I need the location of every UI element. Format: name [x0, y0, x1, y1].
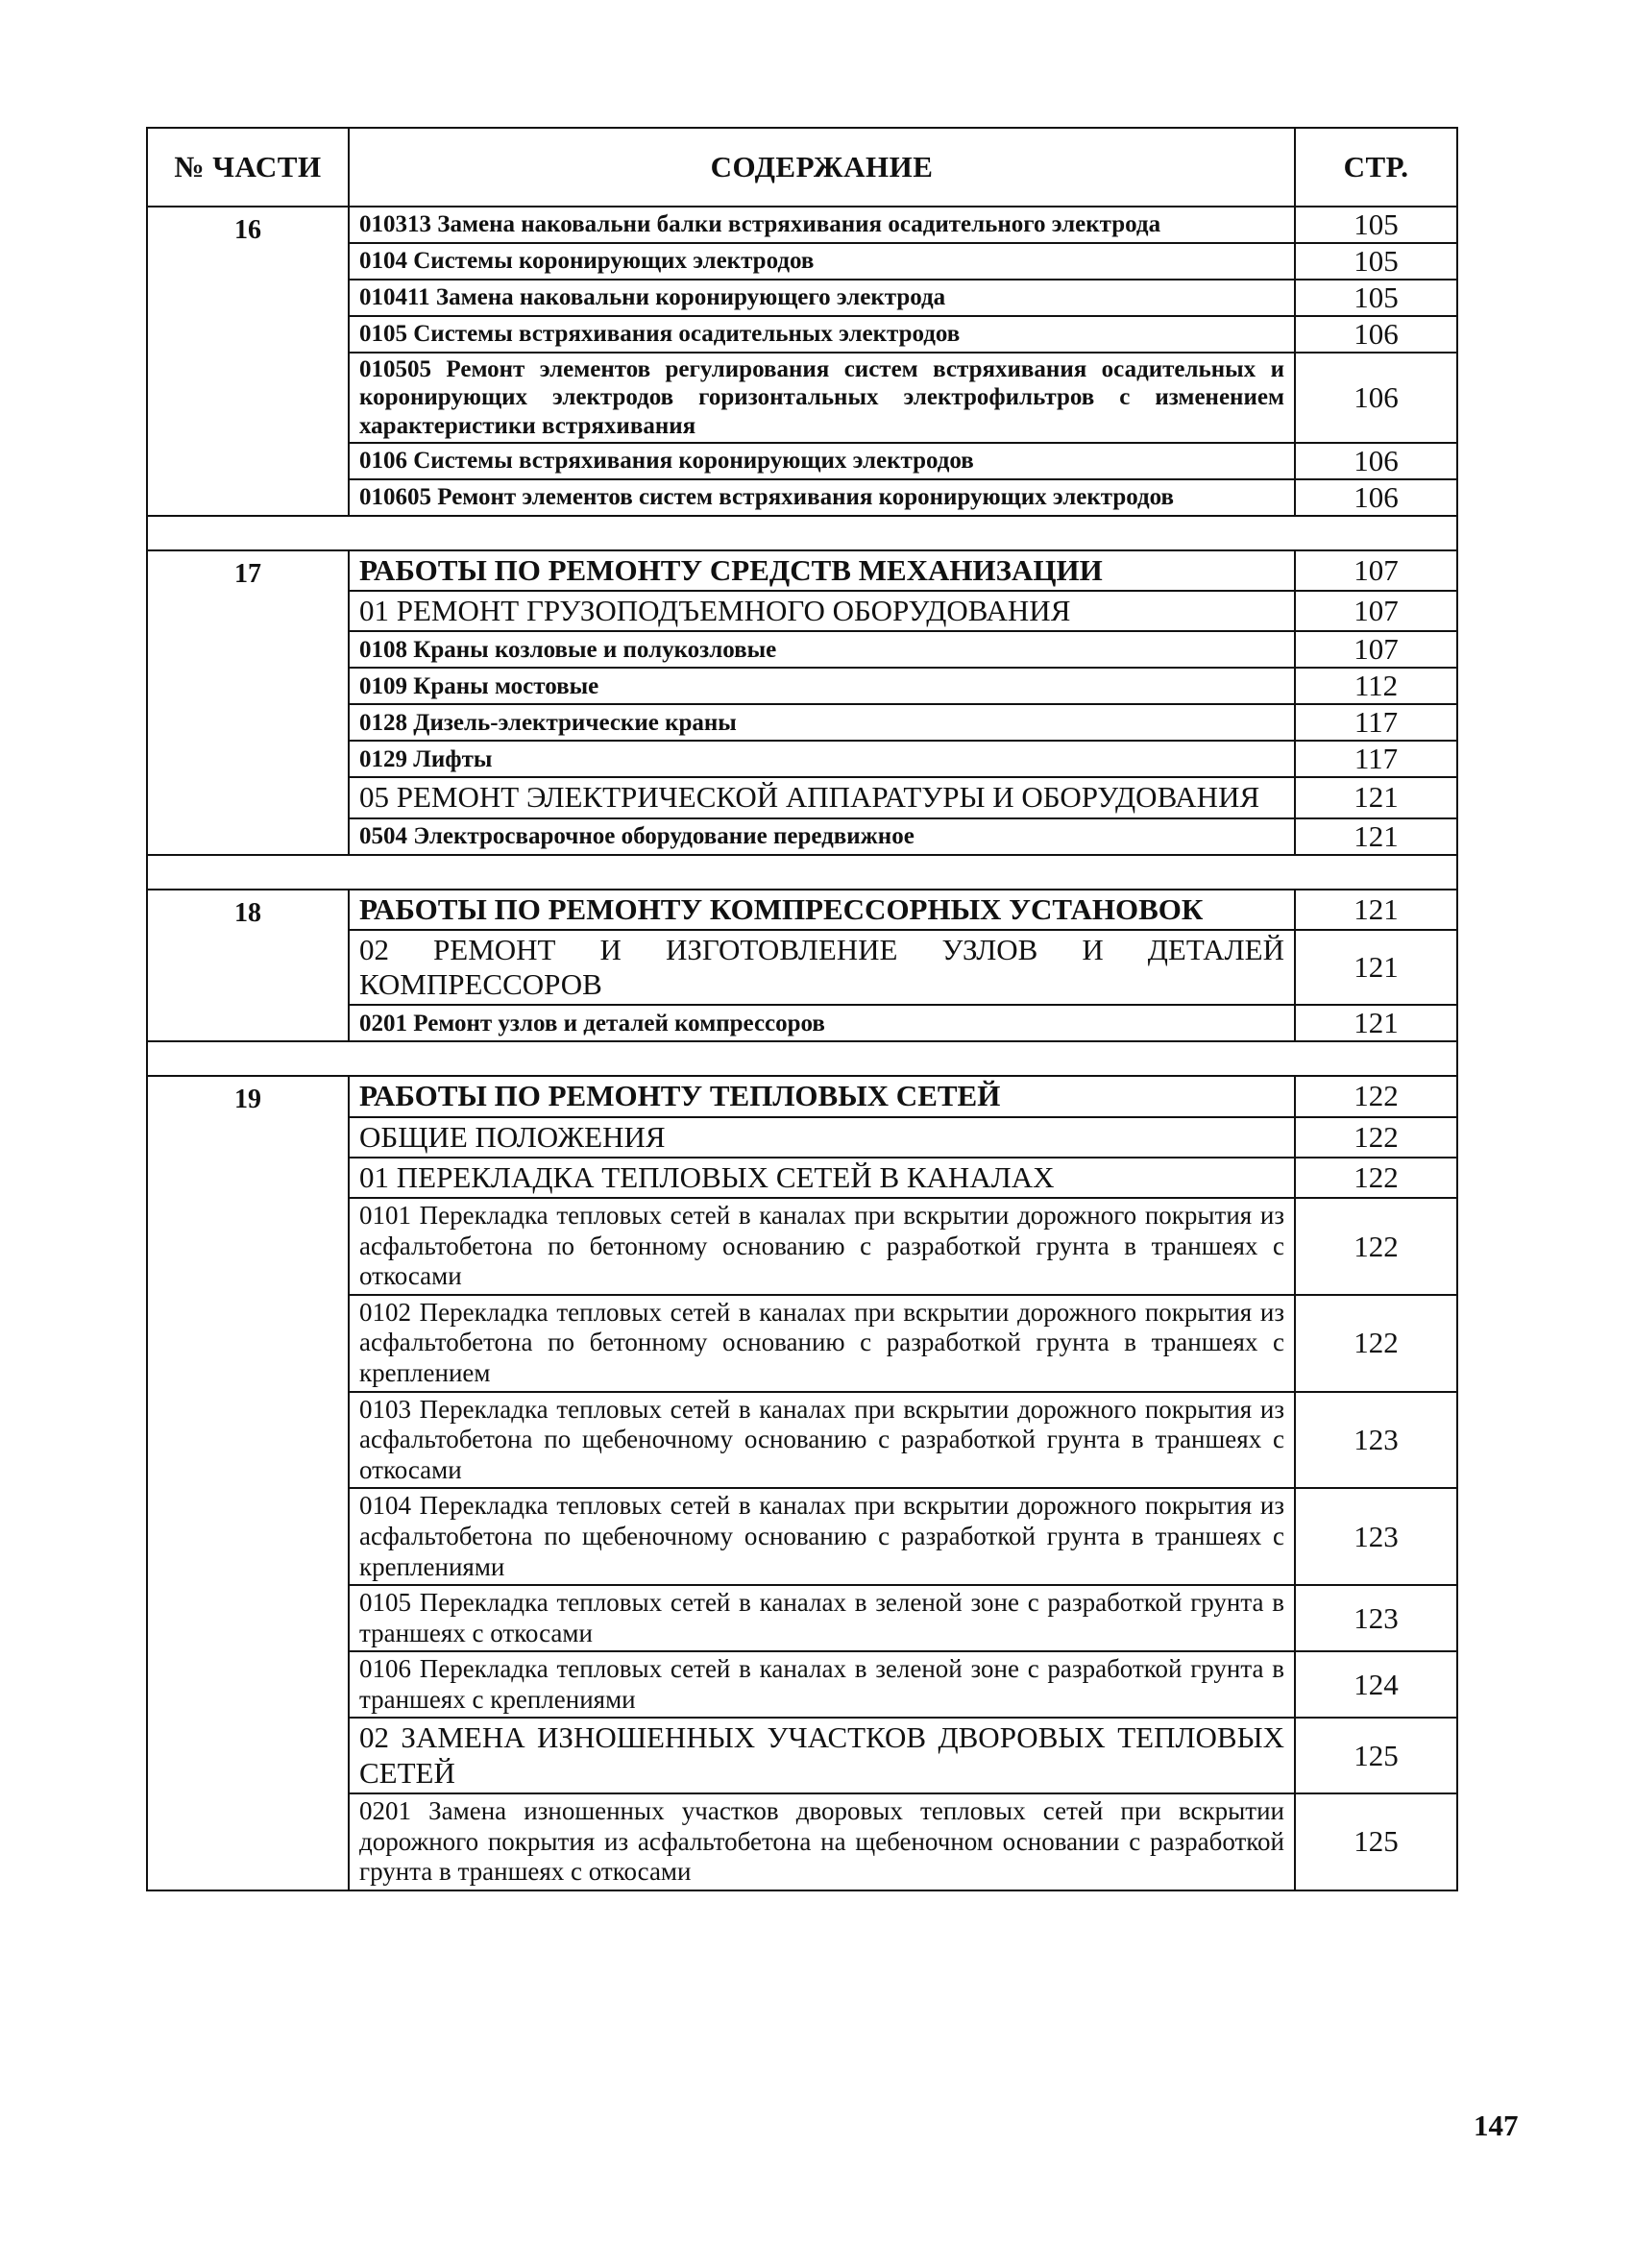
entry-text: 0106 Системы встряхивания коронирующих электродов	[349, 443, 1295, 479]
entry-text: 0108 Краны козловые и полукозловые	[349, 631, 1295, 668]
entry-page: 123	[1295, 1392, 1457, 1489]
entry-page: 117	[1295, 704, 1457, 741]
entry-page: 107	[1295, 591, 1457, 631]
entry-text: 0102 Перекладка тепловых сетей в каналах при вскрытии дорожного покрытия из асфальтобетона по бетонному основанию с разработкой грунта в траншеях с креплением	[349, 1295, 1295, 1392]
entry-page: 106	[1295, 353, 1457, 443]
entry-page: 123	[1295, 1585, 1457, 1651]
entry-text: 0201 Замена изношенных участков дворовых тепловых сетей при вскрытии дорожного покрытия из асфальтобетона на щебеночном основании с разработкой грунта в траншеях с откосами	[349, 1793, 1295, 1890]
part-separator-row	[147, 516, 1457, 550]
entry-text: 010505 Ремонт элементов регулирования систем встряхивания осадительных и коронирующих электродов горизонтальных электрофильтров с изменением характеристики встряхивания	[349, 353, 1295, 443]
entry-page: 106	[1295, 479, 1457, 516]
part-separator	[147, 1041, 1457, 1076]
part-number: 19	[147, 1076, 349, 1890]
entry-text: РАБОТЫ ПО РЕМОНТУ СРЕДСТВ МЕХАНИЗАЦИИ	[349, 550, 1295, 591]
part-number: 17	[147, 550, 349, 855]
entry-text: 01 ПЕРЕКЛАДКА ТЕПЛОВЫХ СЕТЕЙ В КАНАЛАХ	[349, 1158, 1295, 1198]
entry-page: 122	[1295, 1198, 1457, 1295]
entry-page: 105	[1295, 243, 1457, 280]
entry-text: 0101 Перекладка тепловых сетей в каналах при вскрытии дорожного покрытия из асфальтобетона по бетонному основанию с разработкой грунта в траншеях с откосами	[349, 1198, 1295, 1295]
entry-page: 122	[1295, 1158, 1457, 1198]
entry-text: 0128 Дизель-электрические краны	[349, 704, 1295, 741]
header-page: СТР.	[1295, 128, 1457, 207]
entry-page: 122	[1295, 1076, 1457, 1116]
entry-page: 122	[1295, 1117, 1457, 1158]
entry-text: 02 ЗАМЕНА ИЗНОШЕННЫХ УЧАСТКОВ ДВОРОВЫХ ТЕПЛОВЫХ СЕТЕЙ	[349, 1718, 1295, 1793]
part-separator-row	[147, 1041, 1457, 1076]
entry-text: 0104 Перекладка тепловых сетей в каналах при вскрытии дорожного покрытия из асфальтобетона по щебеночному основанию с разработкой грунта в траншеях с креплениями	[349, 1488, 1295, 1585]
entry-page: 121	[1295, 818, 1457, 855]
entry-page: 112	[1295, 668, 1457, 704]
entry-page: 121	[1295, 777, 1457, 817]
entry-text: РАБОТЫ ПО РЕМОНТУ КОМПРЕССОРНЫХ УСТАНОВОК	[349, 890, 1295, 930]
table-header-row	[147, 128, 1457, 207]
entry-page: 122	[1295, 1295, 1457, 1392]
entry-text: 0105 Перекладка тепловых сетей в каналах в зеленой зоне с разработкой грунта в траншеях с откосами	[349, 1585, 1295, 1651]
entry-text: РАБОТЫ ПО РЕМОНТУ ТЕПЛОВЫХ СЕТЕЙ	[349, 1076, 1295, 1116]
header-part-number: № ЧАСТИ	[147, 128, 349, 207]
entry-page: 121	[1295, 930, 1457, 1006]
part-number: 16	[147, 207, 349, 516]
entry-text: 02 РЕМОНТ И ИЗГОТОВЛЕНИЕ УЗЛОВ И ДЕТАЛЕЙ КОМПРЕССОРОВ	[349, 930, 1295, 1006]
entry-text: 0106 Перекладка тепловых сетей в каналах в зеленой зоне с разработкой грунта в траншеях с креплениями	[349, 1651, 1295, 1718]
entry-text: 010313 Замена наковальни балки встряхивания осадительного электрода	[349, 207, 1295, 243]
part-separator	[147, 516, 1457, 550]
entry-text: 0504 Электросварочное оборудование передвижное	[349, 818, 1295, 855]
entry-text: 0104 Системы коронирующих электродов	[349, 243, 1295, 280]
entry-page: 123	[1295, 1488, 1457, 1585]
part-separator-row	[147, 855, 1457, 890]
entry-page: 105	[1295, 207, 1457, 243]
entry-page: 106	[1295, 316, 1457, 353]
entry-text: 0105 Системы встряхивания осадительных электродов	[349, 316, 1295, 353]
table-row	[147, 207, 1457, 243]
entry-page: 121	[1295, 890, 1457, 930]
table-row	[147, 890, 1457, 930]
part-number: 18	[147, 890, 349, 1042]
entry-text: 0129 Лифты	[349, 741, 1295, 777]
entry-page: 121	[1295, 1005, 1457, 1041]
entry-text: 0201 Ремонт узлов и деталей компрессоров	[349, 1005, 1295, 1041]
entry-text: 05 РЕМОНТ ЭЛЕКТРИЧЕСКОЙ АППАРАТУРЫ И ОБОРУДОВАНИЯ	[349, 777, 1295, 817]
entry-text: 0103 Перекладка тепловых сетей в каналах при вскрытии дорожного покрытия из асфальтобетона по щебеночному основанию с разработкой грунта в траншеях с откосами	[349, 1392, 1295, 1489]
page-number: 147	[1474, 2109, 1519, 2142]
entry-page: 107	[1295, 550, 1457, 591]
table-body	[147, 207, 1457, 1890]
header-content: СОДЕРЖАНИЕ	[349, 128, 1295, 207]
entry-page: 117	[1295, 741, 1457, 777]
entry-page: 106	[1295, 443, 1457, 479]
entry-page: 124	[1295, 1651, 1457, 1718]
entry-text: 01 РЕМОНТ ГРУЗОПОДЪЕМНОГО ОБОРУДОВАНИЯ	[349, 591, 1295, 631]
table-row	[147, 1076, 1457, 1116]
entry-text: 010605 Ремонт элементов систем встряхивания коронирующих электродов	[349, 479, 1295, 516]
part-separator	[147, 855, 1457, 890]
table-row	[147, 550, 1457, 591]
entry-page: 125	[1295, 1718, 1457, 1793]
entry-text: ОБЩИЕ ПОЛОЖЕНИЯ	[349, 1117, 1295, 1158]
entry-page: 105	[1295, 280, 1457, 316]
entry-page: 107	[1295, 631, 1457, 668]
entry-page: 125	[1295, 1793, 1457, 1890]
contents-table	[146, 127, 1458, 1891]
entry-text: 0109 Краны мостовые	[349, 668, 1295, 704]
entry-text: 010411 Замена наковальни коронирующего электрода	[349, 280, 1295, 316]
